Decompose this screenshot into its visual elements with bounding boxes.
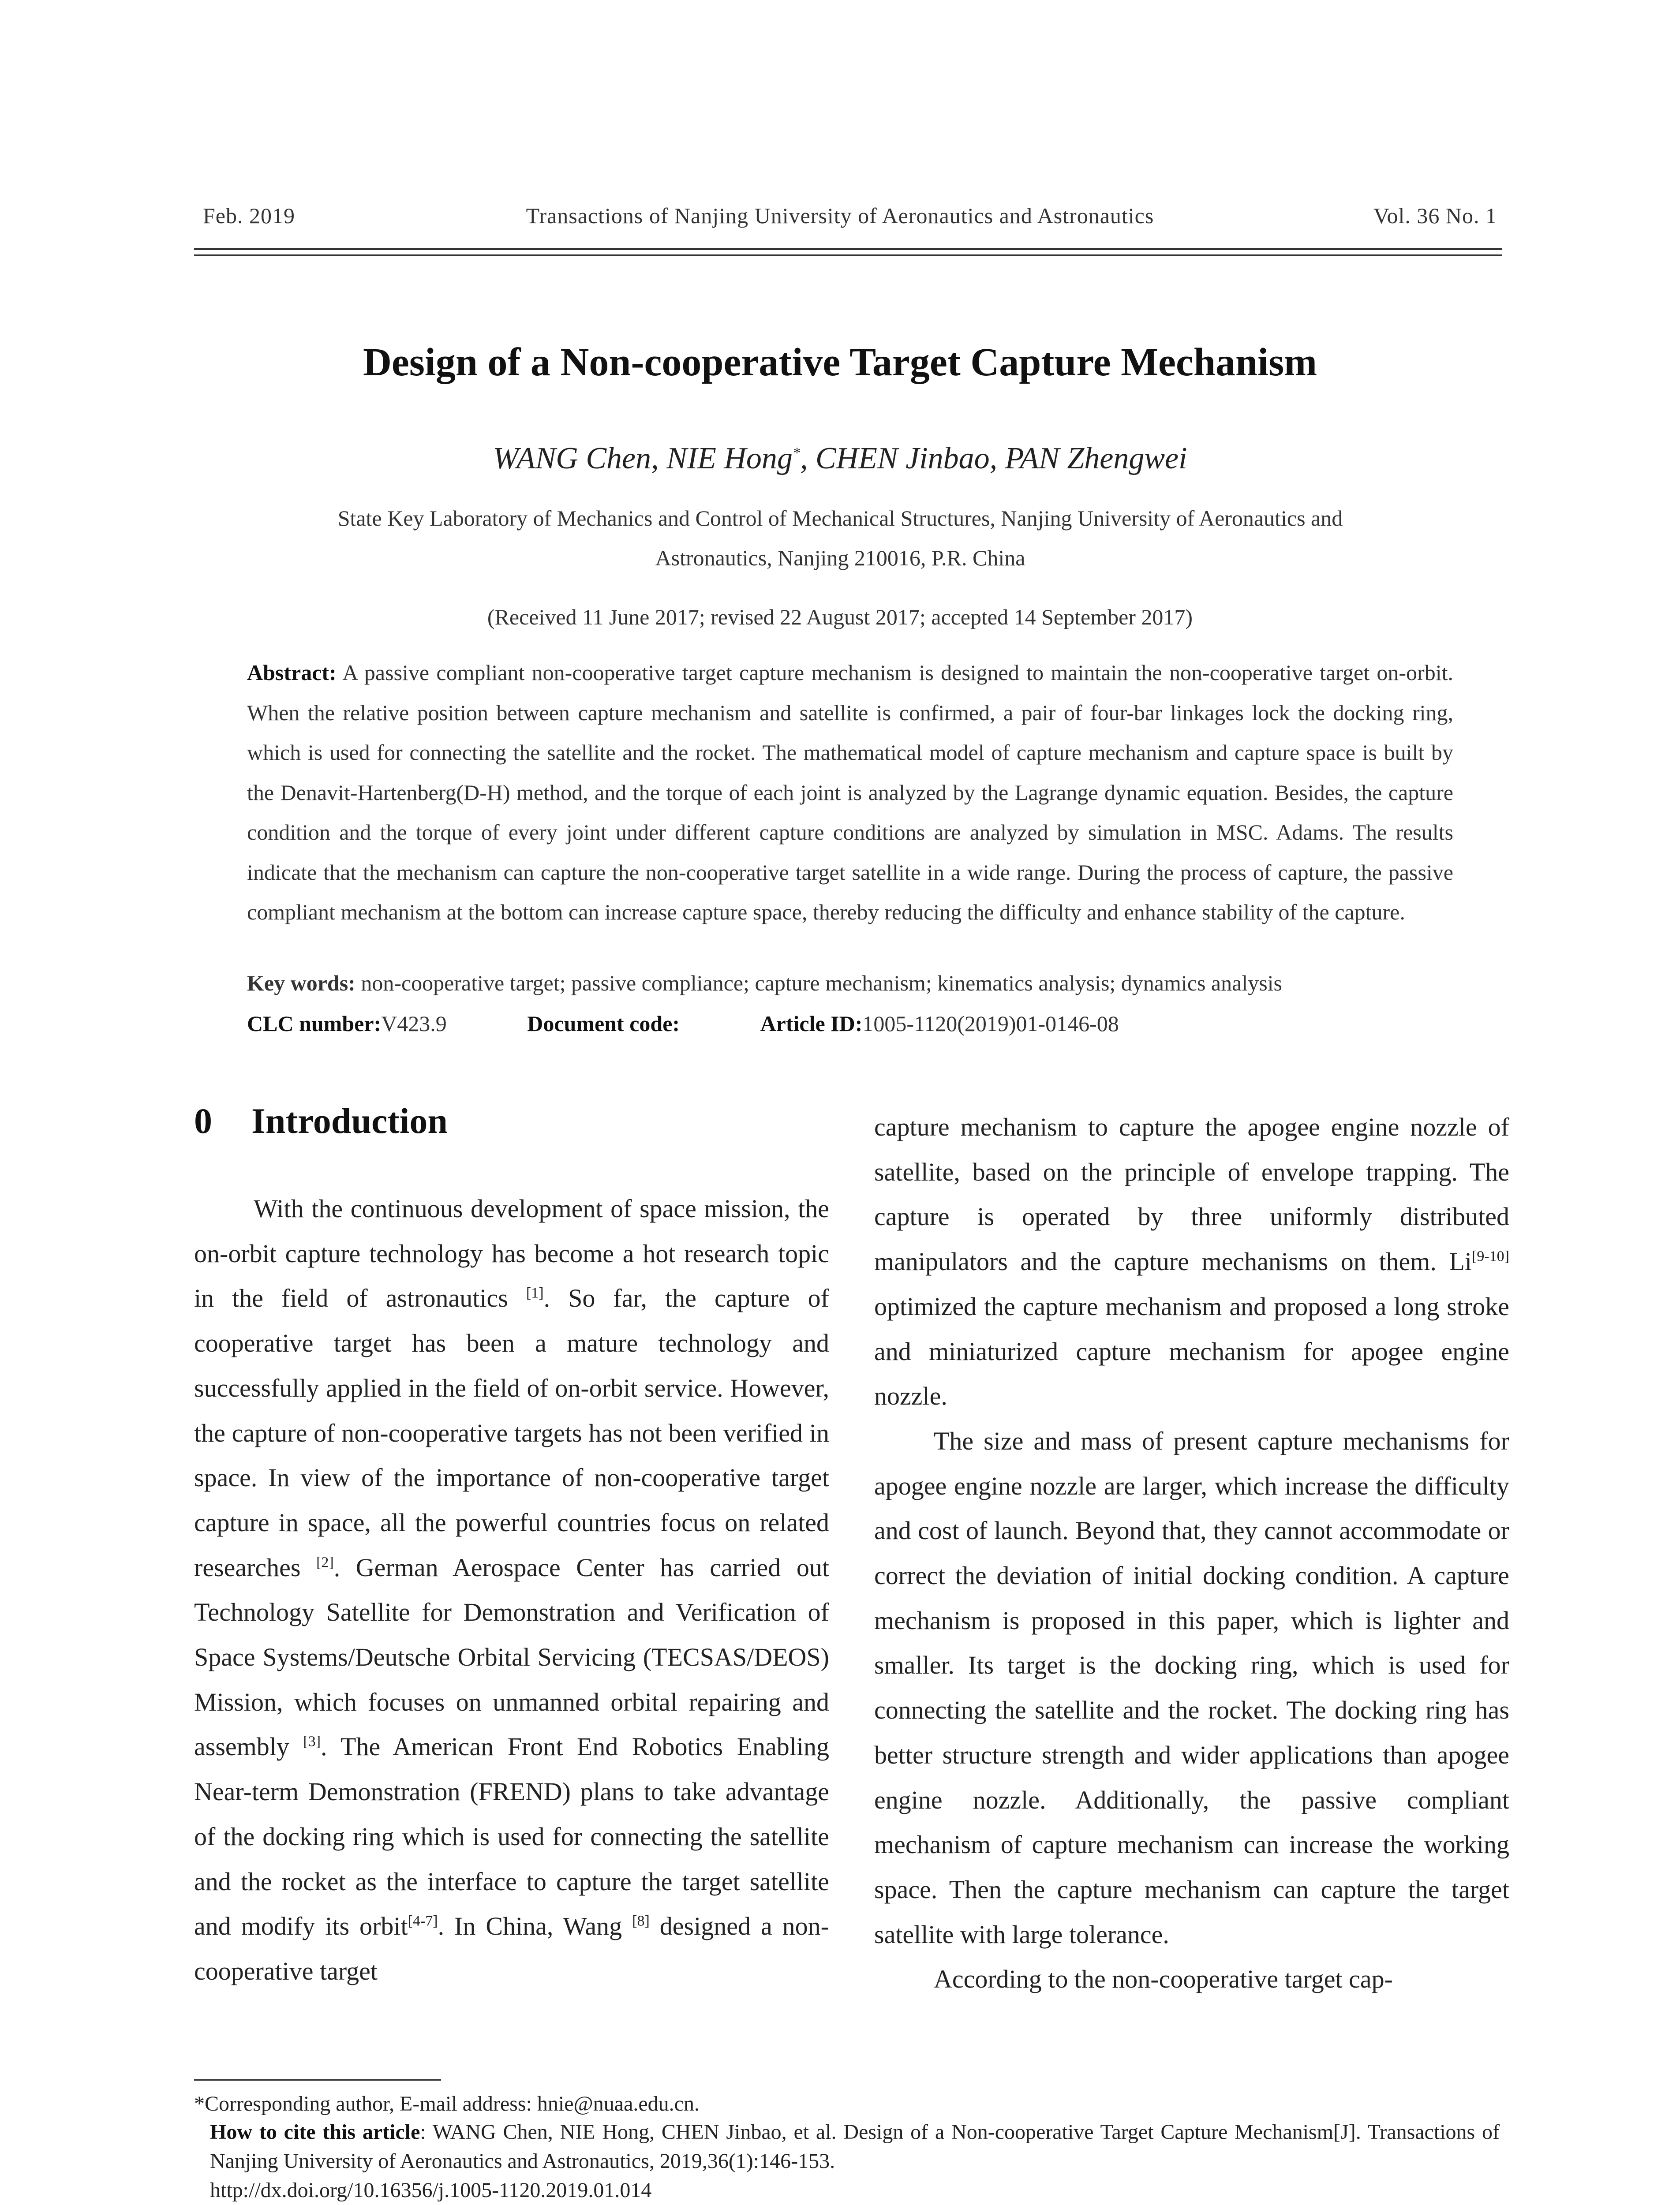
footnote-rule [194,2079,441,2081]
cite-label: How to cite this article [210,2120,420,2144]
affiliation-line-1: State Key Laboratory of Mechanics and Control of Mechanical Structures, Nanjing University of Aeronautics and [337,506,1343,531]
paragraph-text: . German Aerospace Center has carried out Technology Satellite for Demonstration and Verification of Space Systems/Deutsche Orbital Servicing (TECSAS/DEOS) Mission, which focuses on unmanned orbital repairing and assembly [194,1553,829,1761]
citation-ref[interactable]: [4-7] [408,1913,438,1929]
doi-link[interactable]: http://dx.doi.org/10.16356/j.1005-1120.2019.01.014 [210,2179,652,2202]
header-rule-top [194,248,1502,250]
classification-line [247,1011,1453,1036]
citation-ref[interactable]: [9-10] [1472,1248,1509,1265]
right-column [874,1105,1509,2002]
header-journal: Transactions of Nanjing University of Aeronautics and Astronautics [526,203,1154,228]
author-name: PAN Zhengwei [1005,441,1187,475]
abstract-text: A passive compliant non-cooperative target capture mechanism is designed to maintain the non-cooperative target on-orbit. When the relative position between capture mechanism and satellite is confirmed, a pair of four-bar linkages lock the docking ring, which is used for connecting the satellite and the rocket. The mathematical model of capture mechanism and capture space is built by the Denavit-Hartenberg(D-H) method, and the torque of each joint is analyzed by the Lagrange dynamic equation. Besides, the capture condition and the torque of every joint under different capture conditions are analyzed by simulation in MSC. Adams. The results indicate that the mechanism can capture the non-cooperative target satellite in a wide range. During the process of capture, the passive compliant mechanism at the bottom can increase capture space, thereby reducing the difficulty and enhance stability of the capture. [247,660,1453,924]
paragraph-text: With the continuous development of space mission, the on-orbit capture technology has become a hot research topic in the field of astronautics [194,1194,829,1313]
citation-ref[interactable]: [3] [303,1734,321,1750]
intro-paragraph-1 [194,1186,829,1994]
clc-value: V423.9 [381,1011,447,1036]
header-date: Feb. 2019 [203,203,295,228]
header-volume: Vol. 36 No. 1 [1373,203,1497,228]
citation-ref[interactable]: [2] [316,1554,334,1571]
corresponding-author-mark: * [792,445,800,461]
clc-label: CLC number: [247,1011,382,1036]
section-title: Introduction [251,1101,448,1141]
author-name: CHEN Jinbao [815,441,990,475]
citation-note [194,2118,1500,2176]
intro-paragraph-continued [874,1105,1509,1419]
corresponding-author-note: *Corresponding author, E-mail address: hnie@nuaa.edu.cn. [194,2092,700,2115]
section-number: 0 [194,1101,212,1141]
citation-ref[interactable]: [1] [526,1285,544,1302]
article-id-value: 1005-1120(2019)01-0146-08 [862,1011,1119,1036]
paragraph-text: capture mechanism to capture the apogee engine nozzle of satellite, based on the principle of envelope trapping. The capture is operated by three uniformly distributed manipulators and the capture mechanisms on them. Li [874,1113,1509,1276]
paragraph-text: optimized the capture mechanism and proposed a long stroke and miniaturized capture mechanism for apogee engine nozzle. [874,1292,1509,1411]
document-code-label: Document code: [527,1011,680,1036]
author-name: WANG Chen [493,441,651,475]
paragraph-text: . So far, the capture of cooperative target has been a mature technology and successfully applied in the field of on-orbit service. However, the capture of non-cooperative targets has not been verified in space. In view of the importance of non-cooperative target capture in space, all the powerful countries focus on related researches [194,1284,829,1582]
abstract [247,653,1453,932]
affiliation-line-2: Astronautics, Nanjing 210016, P.R. China [655,546,1025,570]
section-heading [194,1100,448,1142]
left-column [194,1186,829,1994]
author-name: NIE Hong [666,441,793,475]
article-id-label: Article ID: [760,1011,863,1036]
intro-paragraph-3: According to the non-cooperative target cap- [934,1965,1393,1994]
keywords [247,970,1453,996]
paragraph-text: . In China, Wang [438,1912,632,1941]
received-dates: (Received 11 June 2017; revised 22 August 2017; accepted 14 September 2017) [487,605,1193,629]
paper-title: Design of a Non-cooperative Target Capture Mechanism [363,340,1317,384]
intro-paragraph-2: The size and mass of present capture mechanisms for apogee engine nozzle are larger, which increase the difficulty and cost of launch. Beyond that, they cannot accommodate or correct the deviation of initial docking condition. A capture mechanism is proposed in this paper, which is lighter and smaller. Its target is the docking ring, which is used for connecting the satellite and the rocket. The docking ring has better structure strength and wider applications than apogee engine nozzle. Additionally, the passive compliant mechanism of capture mechanism can increase the working space. Then the capture mechanism can capture the target satellite with large tolerance. [874,1426,1509,1949]
cite-text: : WANG Chen, NIE Hong, CHEN Jinbao, et al. Design of a Non-cooperative Target Capture Mechanism[J]. Transactions of Nanjing University of Aeronautics and Astronautics, 2019,36(1):146-153. [210,2120,1500,2173]
header-rule-bottom [194,254,1502,256]
paragraph-text: . The American Front End Robotics Enabling Near-term Demonstration (FREND) plans to take advantage of the docking ring which is used for connecting the satellite and the rocket as the interface to capture the target satellite and modify its orbit [194,1732,830,1941]
citation-ref[interactable]: [8] [632,1913,650,1929]
abstract-label: Abstract: [247,660,337,685]
paragraph-text: designed a non-cooperative target [194,1912,829,1985]
keywords-text: non-cooperative target; passive compliance; capture mechanism; kinematics analysis; dynamics analysis [361,971,1283,995]
author-list: WANG Chen, NIE Hong*, CHEN Jinbao, PAN Zhengwei [493,441,1187,475]
keywords-label: Key words: [247,971,355,995]
